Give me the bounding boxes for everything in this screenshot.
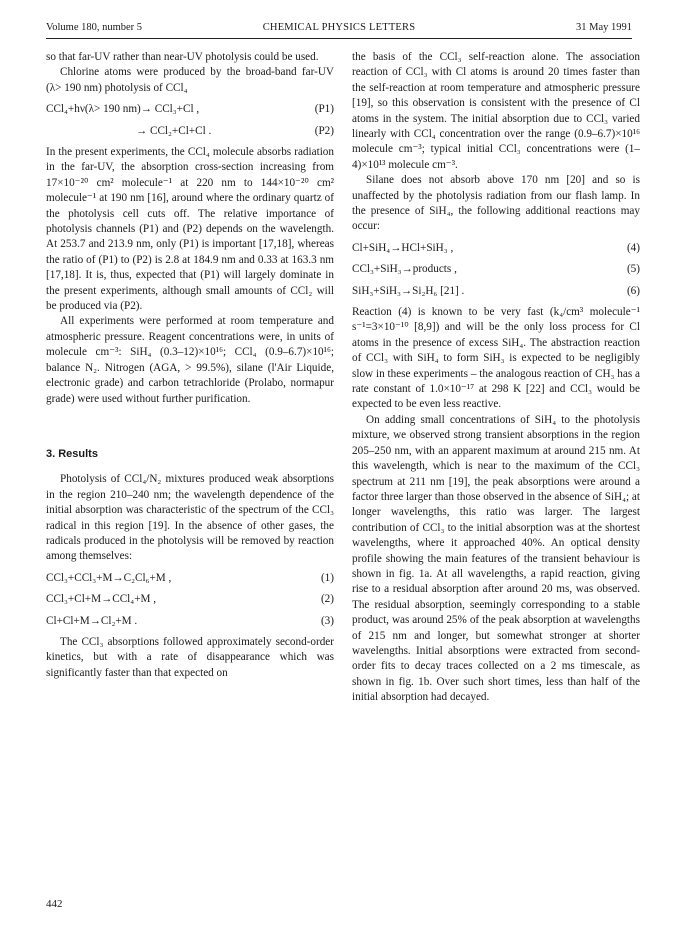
equation-text: Cl+SiH₄→HCl+SiH₃ , xyxy=(352,241,454,254)
equation-3 xyxy=(46,614,334,629)
paragraph: Chlorine atoms were produced by the broad-band far-UV (λ> 190 nm) photolysis of CCl₄ xyxy=(46,66,334,94)
equation-text: Cl+Cl+M→Cl₂+M . xyxy=(46,614,138,627)
journal-title: CHEMICAL PHYSICS LETTERS xyxy=(262,22,416,33)
paragraph: All experiments were performed at room temperature and atmospheric pressure. Reagent concentrations were, in units of molecule cm⁻³: SiH₄ (0.3–12)×10¹⁶; CCl₄ (0.9–6.7)×10¹⁶; balance N₂. Nitrogen (AGA, > 99.5%), silane (l'Air Liquide, electronic grade) and carbon tetrachloride (Prolabo, normapur grade) were used without further purification. xyxy=(46,315,334,405)
section-heading: 3. Results xyxy=(46,447,98,460)
header-rule xyxy=(46,38,632,39)
equation-text: CCl₃+CCl₃+M→C₂Cl₆+M , xyxy=(46,571,172,584)
paragraph: Silane does not absorb above 170 nm [20] and so is unaffected by the photolysis radiation from our flash lamp. In the presence of SiH₄, the following additional reactions may occur: xyxy=(352,174,640,233)
paragraph: so that far-UV rather than near-UV photolysis could be used. xyxy=(46,51,319,63)
equation-text: SiH₃+SiH₃→Si₂H₆ [21] . xyxy=(352,284,465,297)
paragraph: Reaction (4) is known to be very fast (k₄/cm³ molecule⁻¹ s⁻¹=3×10⁻¹⁰ [8,9]) and will be the only loss process for Cl atoms in the presence of excess SiH₄. The abstraction reaction of CCl₃ with SiH₄ to form SiH₃ is expected to be negligibly slow in these experiments – the analogous reaction of CH₃ has a rate constant of 1.0×10⁻¹⁷ at 298 K [22] and CCl₃ would be expected to be even less reactive. xyxy=(352,306,640,411)
equation-p2 xyxy=(46,124,334,139)
paragraph: On adding small concentrations of SiH₄ to the photolysis mixture, we observed strong transient absorptions in the region 205–250 nm, with an apparent maximum at around 215 nm. At this wavelength, which is near to the maximum of the CCl₃ spectrum at 211 nm [19], the peak absorptions were around a factor three larger than those observed in the absence of SiH₄; at longer wavelengths, this ratio was larger. The largest contribution of CCl₃ to the initial absorption was at the shortest wavelengths, where it approached 40%. An optical density profile showing the main features of the transient behaviour is shown in fig. 1a. At all wavelengths, a rapid reaction, giving rise to a residual absorption after around 20 ms, was observed. The residual absorption, seemingly corresponding to a stable product, was around 25% of the peak absorption at wavelengths of 215 nm and longer, but somewhat stronger at shorter wavelengths. Initial absorptions were extracted from second-order fits to decay traces collected on a 2 ms timescale, as shown in fig. 1b. Over such short times, less than half of the initial absorption had decayed. xyxy=(352,413,640,704)
equation-number: (6) xyxy=(626,284,640,297)
equation-number: (4) xyxy=(626,241,640,254)
equation-6 xyxy=(352,284,640,299)
equation-number: (2) xyxy=(320,593,334,606)
paragraph: the basis of the CCl₃ self-reaction alone. The association reaction of CCl₃ with Cl atoms is around 20 times faster than the self-reaction at room temperature and atmospheric pressure [19], so this observation is consistent with the presence of Cl atoms in the system. The initial absorption due to CCl₃ varied linearly with CCl₄ concentration over the range (0.9–6.7)×10¹⁶ molecule cm⁻³; typical initial CCl₃ concentrations were (1–4)×10¹³ molecule cm⁻³. xyxy=(352,51,640,171)
equation-text: → CCl₂+Cl+Cl . xyxy=(136,124,212,137)
equation-text: CCl₃+SiH₃→products , xyxy=(352,263,457,276)
paragraph: Photolysis of CCl₄/N₂ mixtures produced weak absorptions in the region 210–240 nm; the wavelength dependence of the initial absorption was characteristic of the spectrum of the CCl₃ radical in this region [19]. In the absence of other gases, the radicals produced in the photolysis will be removed by reaction among themselves: xyxy=(46,473,334,563)
equation-1 xyxy=(46,571,334,586)
equation-4 xyxy=(352,241,640,256)
volume-label: Volume 180, number 5 xyxy=(46,22,143,33)
equation-number: (P1) xyxy=(314,103,334,116)
equation-number: (5) xyxy=(626,263,640,276)
paragraph: The CCl₃ absorptions followed approximately second-order kinetics, but with a rate of disappearance which was significantly faster than that expected on xyxy=(46,635,334,679)
equation-text: CCl₄+hν(λ> 190 nm)→ CCl₃+Cl , xyxy=(46,103,200,116)
equation-2 xyxy=(46,592,334,607)
page-number: 442 xyxy=(46,898,63,910)
equation-number: (1) xyxy=(320,571,334,584)
left-column xyxy=(46,50,334,681)
equation-number: (P2) xyxy=(314,124,334,137)
equation-p1 xyxy=(46,102,334,117)
paragraph: In the present experiments, the CCl₄ molecule absorbs radiation in the far-UV, the absorption cross-section increasing from 17×10⁻²⁰ cm² molecule⁻¹ at 220 nm to 144×10⁻²⁰ cm² molecule⁻¹ at 190 nm [16], around where the ordinary quartz of the photolysis cell cuts off. The relative importance of photolysis channels (P1) and (P2) depends on the wavelength. At 253.7 and 213.9 nm, only (P1) is important [17,18], whereas the ratio of (P1) to (P2) is 2.8 at 184.9 nm and 0.33 at 163.3 nm [17,18]. It is, thus, expected that (P1) will largely dominate in the present experiments, although small amounts of CCl₂ will be produced via (P2). xyxy=(46,146,334,313)
issue-date: 31 May 1991 xyxy=(576,22,632,33)
equation-text: CCl₃+Cl+M→CCl₄+M , xyxy=(46,593,157,606)
equation-number: (3) xyxy=(320,614,334,627)
running-header xyxy=(46,22,632,36)
right-column xyxy=(352,50,640,706)
equation-5 xyxy=(352,262,640,277)
